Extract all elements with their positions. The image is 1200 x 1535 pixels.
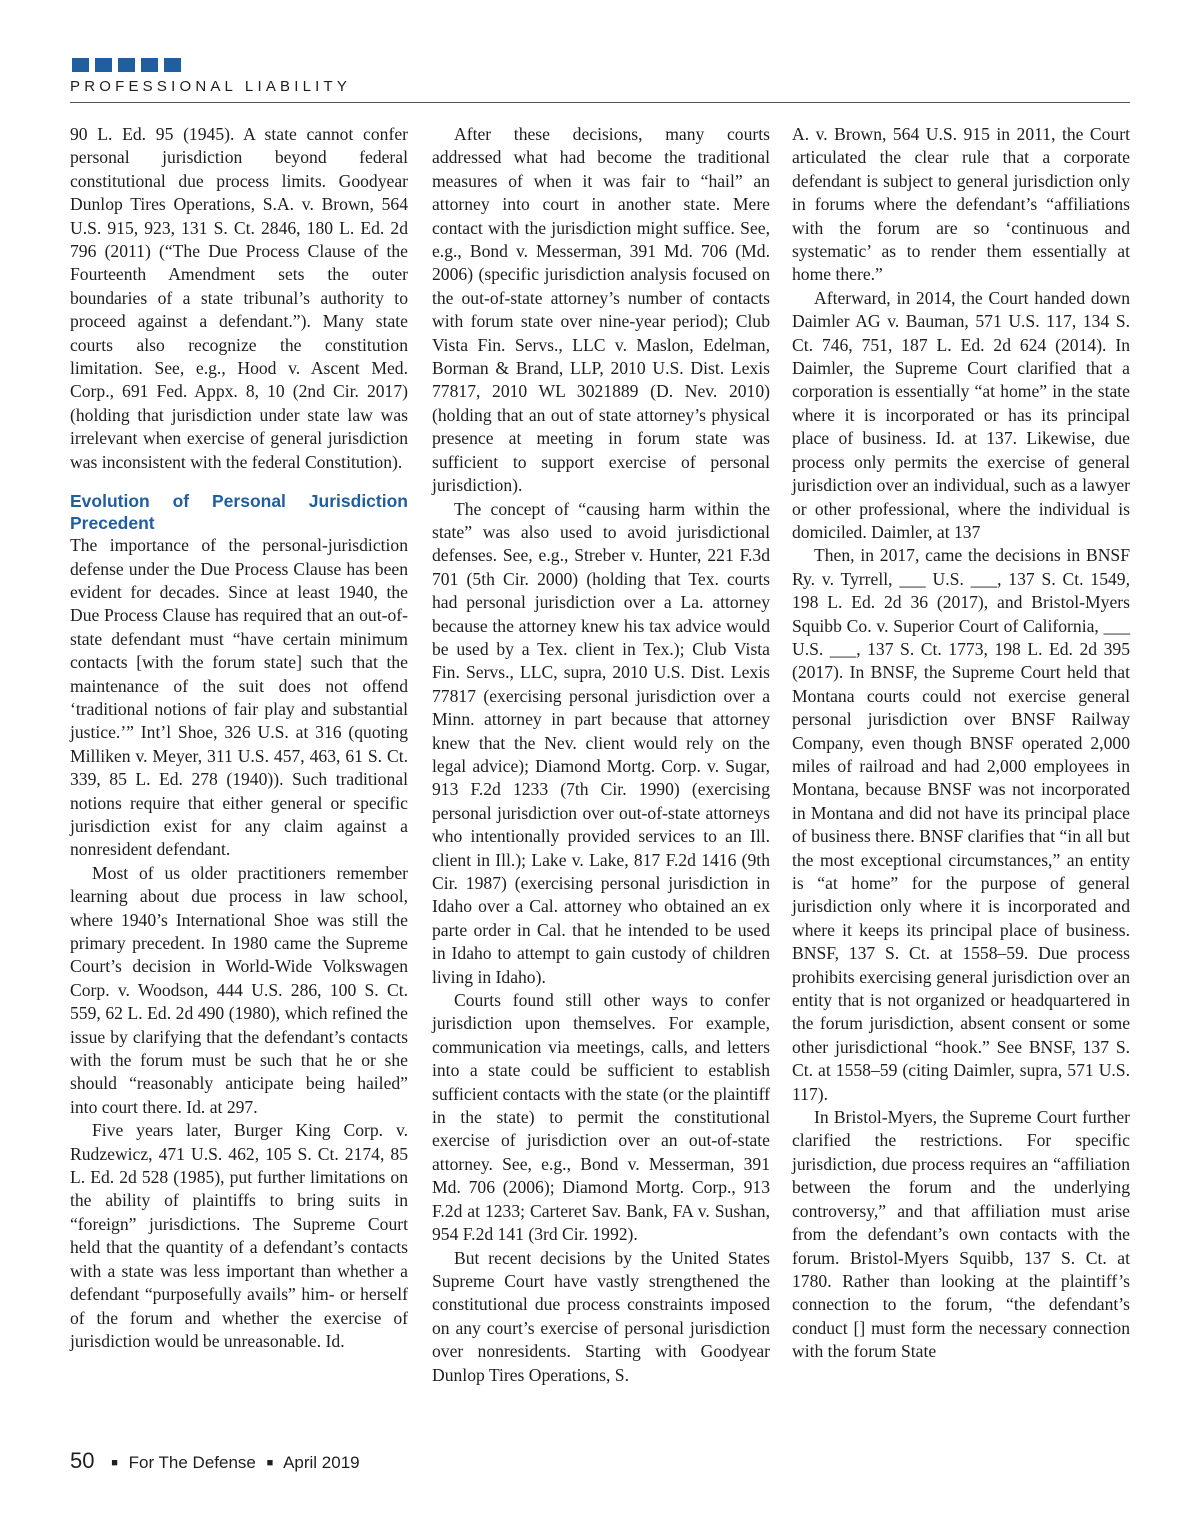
column-2 (432, 123, 770, 1387)
bullet-separator: ■ (266, 1457, 274, 1469)
header-rule (70, 102, 1130, 103)
section-marker-squares (72, 58, 181, 72)
marker-square (95, 58, 112, 72)
issue-date: April 2019 (283, 1453, 360, 1472)
column-1 (70, 123, 408, 1353)
section-heading: Evolution of Personal Jurisdiction Precedent (70, 491, 408, 534)
marker-square (164, 58, 181, 72)
marker-square (118, 58, 135, 72)
page-footer (70, 1448, 360, 1474)
body-paragraph: After these decisions, many courts addressed what had become the traditional measures of when it was fair to “hail” an attorney into court in another state. Mere contact with the jurisdiction might suffice. See, e.g., Bond v. Messerman, 391 Md. 706 (Md. 2006) (specific jurisdiction analysis focused on the out-of-state attorney’s number of contacts with forum state over nine-year period); Club Vista Fin. Servs., LLC v. Maslon, Edelman, Borman & Brand, LLP, 2010 U.S. Dist. Lexis 77817, 2010 WL 3021889 (D. Nev. 2010) (holding that an out of state attorney’s physical presence at meeting in forum state was sufficient to support exercise of personal jurisdiction). (432, 124, 770, 496)
bullet-separator: ■ (111, 1457, 118, 1469)
body-paragraph: Afterward, in 2014, the Court handed down Daimler AG v. Bauman, 571 U.S. 117, 134 S. Ct. 746, 751, 187 L. Ed. 2d 624 (2014). In Daimler, the Supreme Court clarified that a corporation is essentially “at home” in the state where it is incorporated or has its principal place of business. Id. at 137. Likewise, due process only permits the exercise of general jurisdiction over an individual, such as a lawyer or other professional, where the individual is domiciled. Daimler, at 137 (792, 287, 1130, 542)
body-paragraph: Then, in 2017, came the decisions in BNSF Ry. v. Tyrrell, ___ U.S. ___, 137 S. Ct. 1549, 198 L. Ed. 2d 36 (2017), and Bristol-Myers Squibb Co. v. Superior Court of California, ___ U.S. ___, 137 S. Ct. 1773, 198 L. Ed. 2d 395 (2017). In BNSF, the Supreme Court held that Montana courts could not exercise general personal jurisdiction over BNSF Railway Company, even though BNSF operated 2,000 miles of railroad and had 2,000 employees in Montana, because BNSF was not incorporated in Montana and did not have its principal place of business there. BNSF clarifies that “in all but the most exceptional circumstances,” an entity is “at home” for the purpose of general jurisdiction only where it is incorporated and where it keeps its principal place of business. BNSF, 137 S. Ct. at 1558–59. Due process prohibits exercising general jurisdiction over an entity that is not organized or headquartered in the forum jurisdiction, absent consent or some other jurisdictional “hook.” See BNSF, 137 S. Ct. at 1558–59 (citing Daimler, supra, 571 U.S. 117). (792, 545, 1130, 1104)
body-paragraph: A. v. Brown, 564 U.S. 915 in 2011, the Court articulated the clear rule that a corporate defendant is subject to general jurisdiction only in forums where the defendant’s “affiliations with the forum are so ‘continuous and systematic’ as to render them essentially at home there.” (792, 124, 1130, 285)
body-paragraph: Five years later, Burger King Corp. v. Rudzewicz, 471 U.S. 462, 105 S. Ct. 2174, 85 L. Ed. 2d 528 (1985), put further limitations on the ability of plaintiffs to bring suits in “foreign” jurisdictions. The Supreme Court held that the quantity of a defendant’s contacts with a state was less important than whether a defendant “purposefully avails” him- or herself of the forum and whether the exercise of jurisdiction would be unreasonable. Id. (70, 1120, 408, 1351)
body-paragraph: Courts found still other ways to confer jurisdiction upon themselves. For example, communication via meetings, calls, and letters into a state could be sufficient to establish sufficient contacts with the state (or the plaintiff in the state) to permit the constitutional exercise of jurisdiction over an out-of-state attorney. See, e.g., Bond v. Messerman, 391 Md. 706 (2006); Diamond Mortg. Corp., 913 F.2d at 1233; Carteret Sav. Bank, FA v. Sushan, 954 F.2d 141 (3rd Cir. 1992). (432, 990, 770, 1245)
body-paragraph: The concept of “causing harm within the state” was also used to avoid jurisdictional defenses. See, e.g., Streber v. Hunter, 221 F.3d 701 (5th Cir. 2000) (holding that Tex. courts had personal jurisdiction over a La. attorney because the attorney knew his tax advice would be used by a Tex. client in Tex.); Club Vista Fin. Servs., LLC, supra, 2010 U.S. Dist. Lexis 77817 (exercising personal jurisdiction over a Minn. attorney in part because that attorney knew that the Nev. client would rely on the legal advice); Diamond Mortg. Corp. v. Sugar, 913 F.2d 1233 (7th Cir. 1990) (exercising personal jurisdiction over out-of-state attorneys who intentionally provided services to an Ill. client in Ill.); Lake v. Lake, 817 F.2d 1416 (9th Cir. 1987) (exercising personal jurisdiction in Idaho over a Cal. attorney who obtained an ex parte order in Cal. that he intended to be used in Idaho to attempt to gain custody of children living in Idaho). (432, 498, 770, 987)
body-paragraph: But recent decisions by the United States Supreme Court have vastly strengthened the constitutional due process constraints imposed on any court’s exercise of personal jurisdiction over nonresidents. Starting with Goodyear Dunlop Tires Operations, S. (432, 1247, 770, 1385)
body-paragraph: Most of us older practitioners remember learning about due process in law school, where 1940’s International Shoe was still the primary precedent. In 1980 came the Supreme Court’s decision in World-Wide Volkswagen Corp. v. Woodson, 444 U.S. 286, 100 S. Ct. 559, 62 L. Ed. 2d 490 (1980), which refined the issue by clarifying that the defendant’s contacts with the forum must be such that he or she should “reasonably anticipate being hailed” into court there. Id. at 297. (70, 862, 408, 1117)
page-number: 50 (70, 1448, 95, 1473)
publication-name: For The Defense (128, 1453, 256, 1472)
column-3 (792, 123, 1130, 1364)
marker-square (141, 58, 158, 72)
body-paragraph: In Bristol-Myers, the Supreme Court further clarified the restrictions. For specific jurisdiction, due process requires an “affiliation between the forum and the underlying controversy,” and that affiliation must arise from the defendant’s own contacts with the forum. Bristol-Myers Squibb, 137 S. Ct. at 1780. Rather than looking at the plaintiff’s connection to the forum, “the defendant’s conduct [] must form the necessary connection with the forum State (792, 1107, 1130, 1362)
marker-square (72, 58, 89, 72)
body-paragraph: 90 L. Ed. 95 (1945). A state cannot confer personal jurisdiction beyond federal constitutional due process limits. Goodyear Dunlop Tires Operations, S.A. v. Brown, 564 U.S. 915, 923, 131 S. Ct. 2846, 180 L. Ed. 2d 796 (2011) (“The Due Process Clause of the Fourteenth Amendment sets the outer boundaries of a state tribunal’s authority to proceed against a defendant.”). Many state courts also recognize the constitution limitation. See, e.g., Hood v. Ascent Med. Corp., 691 Fed. Appx. 8, 10 (2nd Cir. 2017) (holding that jurisdiction under state law was irrelevant when exercise of general jurisdiction was inconsistent with the federal Constitution). (70, 124, 408, 472)
section-label: PROFESSIONAL LIABILITY (70, 78, 352, 95)
body-paragraph: The importance of the personal-jurisdiction defense under the Due Process Clause has been evident for decades. Since at least 1940, the Due Process Clause has required that an out-of-state defendant must “have certain minimum contacts [with the forum state] such that the maintenance of the suit does not offend ‘traditional notions of fair play and substantial justice.’” Int’l Shoe, 326 U.S. at 316 (quoting Milliken v. Meyer, 311 U.S. 457, 463, 61 S. Ct. 339, 85 L. Ed. 278 (1940)). Such traditional notions require that either general or specific jurisdiction exist for any claim against a nonresident defendant. (70, 535, 408, 860)
